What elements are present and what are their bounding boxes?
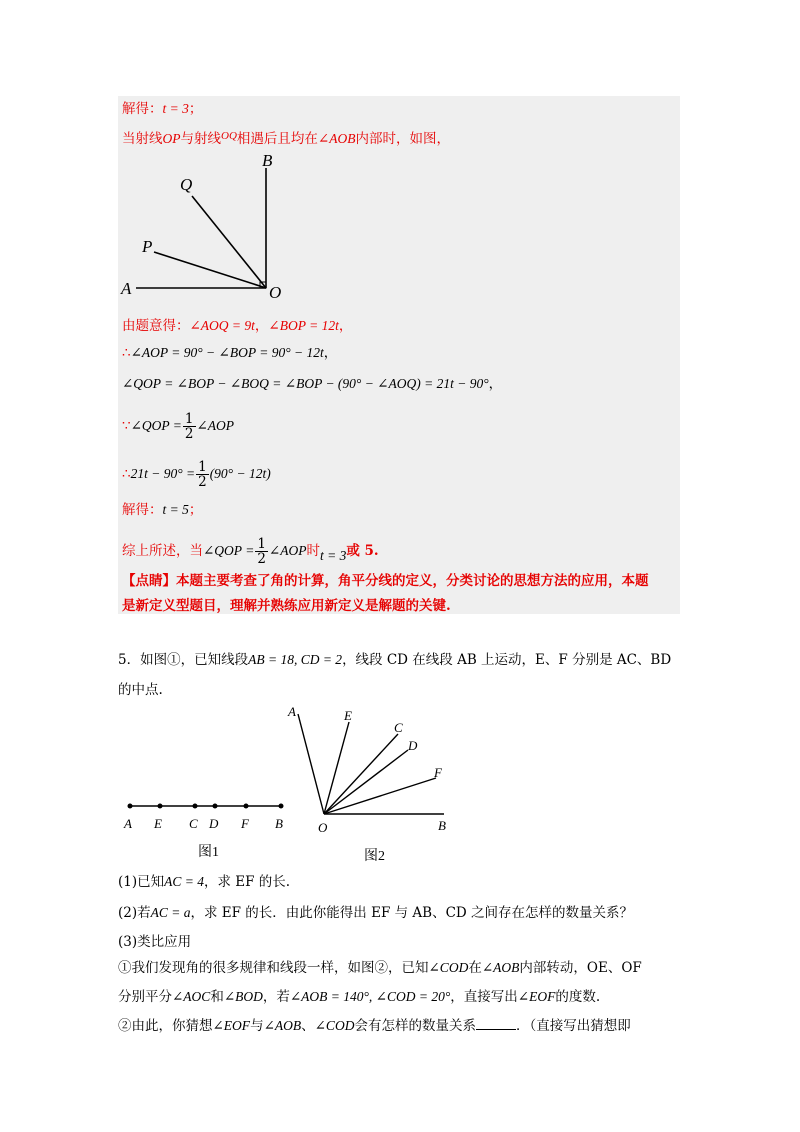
seg-label-a: A bbox=[124, 816, 132, 831]
fig2-label-e: E bbox=[344, 708, 352, 723]
question-3-part-2: ②由此，你猜想∠EOF与∠AOB、∠COD会有怎样的数量关系 ．（直接写出猜想即 bbox=[118, 1015, 631, 1036]
question-3: (3)类比应用 bbox=[118, 934, 192, 950]
seg-label-d: D bbox=[209, 816, 219, 831]
solution-line-4: ∴∠AOP = 90° − ∠BOP = 90° − 12t， bbox=[122, 345, 338, 361]
label-o: O bbox=[269, 283, 282, 302]
segment-figure bbox=[118, 790, 298, 865]
point-f bbox=[244, 804, 249, 809]
fig2-label-a: A bbox=[288, 704, 296, 719]
ray-oq bbox=[192, 196, 266, 288]
solution-line-9: 综上所述，当∠QOP = $\frac{1}{2}$ ∠AOP时t = 3或 5. bbox=[122, 536, 379, 567]
ray-od bbox=[324, 750, 408, 814]
problem-line-2: 的中点. bbox=[118, 682, 163, 698]
question-1: (1)已知AC = 4，求 EF 的长. bbox=[118, 874, 291, 890]
solution-line-7: ∴21t − 90° = $\frac{1}{2}$ (90° − 12t) bbox=[122, 459, 271, 490]
seg-label-b: B bbox=[275, 816, 283, 831]
label-b: B bbox=[262, 151, 273, 170]
fig2-label-c: C bbox=[394, 720, 403, 735]
label-p: P bbox=[142, 237, 153, 256]
label-a: A bbox=[121, 279, 132, 298]
seg-label-f: F bbox=[241, 816, 249, 831]
angle-figure-2 bbox=[284, 700, 464, 868]
fig2-label-b: B bbox=[438, 818, 446, 833]
solution-line-3: 由题意得：∠AOQ = 9t，∠BOP = 12t， bbox=[122, 318, 353, 334]
fig2-label-d: D bbox=[408, 738, 418, 753]
fig2-label-f: F bbox=[434, 765, 442, 780]
solution-line-5: ∠QOP = ∠BOP − ∠BOQ = ∠BOP − (90° − ∠AOQ) = 21t − 90°， bbox=[122, 376, 503, 392]
label-q: Q bbox=[180, 175, 193, 194]
fig2-label-o: O bbox=[318, 820, 328, 835]
figure-1-caption: 图1 bbox=[198, 845, 219, 860]
answer-blank[interactable] bbox=[476, 1015, 516, 1030]
ray-oa-2 bbox=[298, 714, 324, 814]
point-a bbox=[128, 804, 133, 809]
note-line-1: 【点睛】本题主要考查了角的计算，角平分线的定义，分类讨论的思想方法的应用，本题 bbox=[122, 573, 649, 589]
point-c bbox=[193, 804, 198, 809]
problem-line-1: 5．如图①，已知线段AB = 18, CD = 2，线段 CD 在线段 AB 上运动，E、F 分别是 AC、BD bbox=[118, 652, 672, 668]
ray-op bbox=[154, 252, 266, 288]
solution-line-8: 解得：t = 5； bbox=[122, 502, 203, 518]
question-3-part-1-cont: 分别平分∠AOC和∠BOD，若∠AOB = 140°, ∠COD = 20°，直接写出∠EOF的度数. bbox=[118, 989, 601, 1005]
solution-line-6: ∵∠QOP = $\frac{1}{2}$ ∠AOP bbox=[122, 411, 235, 442]
point-e bbox=[158, 804, 163, 809]
question-2: (2)若AC = a，求 EF 的长．由此你能得出 EF 与 AB、CD 之间存在怎样的数量关系？ bbox=[118, 905, 634, 921]
point-d bbox=[213, 804, 218, 809]
seg-label-e: E bbox=[154, 816, 162, 831]
solution-line-1: 解得：t = 3； bbox=[122, 101, 203, 117]
point-b bbox=[279, 804, 284, 809]
angle-figure-1 bbox=[118, 148, 308, 308]
question-3-part-1: ①我们发现角的很多规律和线段一样，如图②，已知∠COD在∠AOB内部转动，OE、OF bbox=[118, 960, 642, 976]
seg-label-c: C bbox=[189, 816, 198, 831]
figure-2-caption: 图2 bbox=[364, 849, 385, 864]
note-line-2: 是新定义型题目，理解并熟练应用新定义是解题的关键. bbox=[122, 598, 451, 614]
solution-line-2: 当射线OP与射线$^{OQ}$相遇后且均在∠AOB内部时，如图， bbox=[122, 130, 450, 147]
